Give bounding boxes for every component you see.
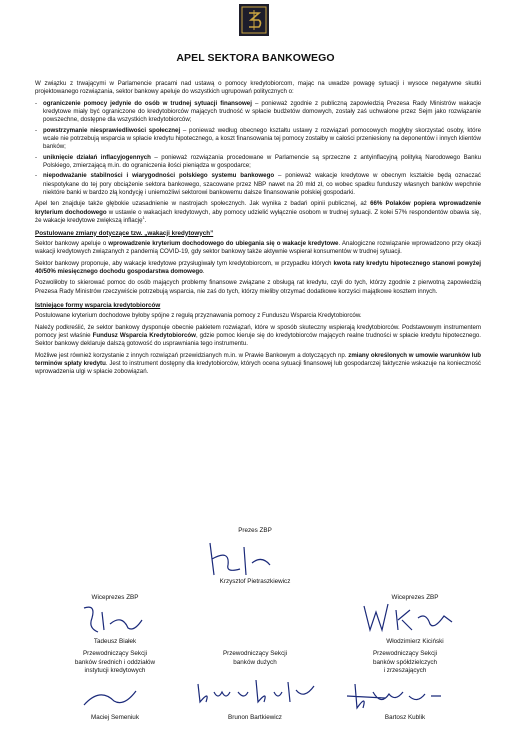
handwritten-signature	[78, 602, 148, 636]
handwritten-signature	[200, 535, 290, 577]
signature-block-chair-middle	[185, 650, 325, 667]
signatory-name: Tadeusz Białek	[93, 638, 137, 645]
paragraph: Postulowane kryterium dochodowe byłoby spójne z regułą przyznawania pomocy z Funduszu Wsparcia Kredytobiorców.	[35, 312, 362, 320]
intro-paragraph: W związku z trwającymi w Parlamencie pracami nad ustawą o pomocy kredytobiorcom, mając na uwadze powagę sytuacji i wysoce negatywne skutki projektowanego rozwiązania, sektor bankowy apeluje do wszystkich ugrupowań politycznych o:	[35, 80, 481, 96]
signatory-role-line: banków spółdzielczych	[372, 658, 438, 666]
signatory-role-line: instytucji kredytowych	[84, 667, 146, 674]
signature-block-chair-left	[45, 650, 185, 676]
list-item: - uniknięcie działań inflacyjogennych – ponieważ rozwiązania procedowane w Parlamencie są sprzeczne z antyinflacyjną polityką Narodowego Banku Polskiego, zmierzającą m.in. do ograniczenia ilości pieniądza w gospodarce;	[35, 153, 481, 170]
signatory-role-line: Przewodniczący Sekcji	[82, 650, 148, 657]
list-item: - ograniczenie pomocy jedynie do osób w trudnej sytuacji finansowej – ponieważ zgodnie z publiczną zapowiedzią Prezesa Rady Ministrów wakacje kredytowe miały być ograniczone do kredytobiorców mających trudność w spłacie budżetów domowych, zostały zaś uchwalone przez Sejm jako rozwiązanie powszechne, dostępne dla wszystkich kredytobiorców;	[35, 99, 482, 124]
handwritten-signature	[360, 600, 460, 636]
handwritten-signature	[80, 685, 140, 709]
document-body	[35, 80, 481, 380]
signatory-name: Bartosz Kublik	[384, 714, 426, 721]
list-item: - niepodważanie stabilności i wiarygodności polskiego systemu bankowego – ponieważ wakacje kredytowe w obecnym kształcie będą oznaczać niespotykane do tej pory obciążenie sektora bankowego, szacowane przez NBP nawet na 20 mld zł, co wobec spadku funduszy własnych banków wepchnie niektóre banki w bardzo złą kondycję i uniemożliwi sektorowi bankowemu dalsze finansowanie polskiej gospodarki.	[35, 172, 482, 197]
signatory-name: Brunon Bartkiewicz	[228, 714, 282, 721]
document-title: APEL SEKTORA BANKOWEGO	[176, 52, 335, 64]
signatory-name: Włodzimierz Kiciński	[386, 638, 444, 645]
signatory-role: Wiceprezes ZBP	[91, 594, 139, 601]
footnote-marker: 1	[142, 215, 145, 221]
paragraph: Pozwoliłoby to skierować pomoc do osób mających problemy finansowe związane z obsługą rat kredytu, czyli do tych, którzy zgodnie z pierwotną zapowiedzią Prezesa Rady Ministrów rzeczywiście potrzebują wsparcia, nie zaś do tych, którzy mieliby otrzymać dodatkowe korzyści majątkowe kosztem innych.	[35, 279, 481, 295]
zbp-logo-icon	[239, 4, 269, 36]
signatory-role-line: banków dużych	[233, 658, 277, 666]
paragraph: Sektor bankowy apeluje o wprowadzenie kryterium dochodowego do ubiegania się o wakacje kredytowe. Analogiczne rozwiązanie wprowadzono przy okazji wakacji kredytowych związanych z pandemią COVID-19, gdy sektor bankowy także aktywnie wspierał konsumentów w trudnej sytuacji.	[35, 239, 481, 256]
signatory-name: Maciej Semeniuk	[91, 714, 139, 721]
appeal-list	[35, 100, 481, 198]
list-item: - powstrzymanie niesprawiedliwości społecznej – ponieważ według obecnego kształtu ustawy z rozwiązań pomocowych mogłyby skorzystać osoby, które wcale nie potrzebują wsparcia w spłacie kredytu hipotecznego, a koszt finansowania tej pomocy zostałby w całości przeniesiony na deponentów i innych klientów banków;	[35, 126, 481, 151]
paragraph: Możliwe jest również korzystanie z innych rozwiązań przewidzianych m.in. w Prawie Bankowym a dotyczących np. zmiany określonych w umowie warunków lub terminów spłaty kredytu. Jest to instrument dostępny dla kredytobiorców, których ocena sytuacji finansowej lub gospodarczej faktycznie wskazuje na konieczność wprowadzenia ulgi w spłacie zobowiązań.	[35, 351, 482, 376]
signatory-role-line: Przewodniczący Sekcji	[222, 650, 288, 657]
signature-block-chair-right	[335, 650, 475, 676]
section-heading: Istniejące formy wsparcia kredytobiorców	[35, 301, 161, 309]
handwritten-signature	[192, 676, 322, 710]
paragraph: Sektor bankowy proponuje, aby wakacje kredytowe przysługiwały tym kredytobiorcom, w przypadku których kwota raty kredytu hipotecznego stanowi powyżej 40/50% miesięcznego dochodu gospodarstwa domowego.	[35, 259, 481, 275]
paragraph: Należy podkreślić, że sektor bankowy dysponuje obecnie pakietem rozwiązań, które w sposób skuteczny wspierają kredytobiorców. Podstawowym instrumentem pomocy jest właśnie Fundusz Wsparcia Kredytobiorców, gdzie pomoc kieruje się do kredytobiorców mających realne trudności w spłacie kredytu hipotecznego. Sektor bankowy deklaruje dalszą gotowość do usprawniania tego instrumentu.	[35, 323, 481, 348]
section-heading: Postulowane zmiany dotyczące tzw. „wakacji kredytowych”	[35, 229, 214, 237]
handwritten-signature	[345, 680, 445, 712]
signatory-role-line: i zrzeszających	[383, 667, 427, 674]
support-paragraph: Apel ten znajduje także głębokie uzasadnienie w nastrojach społecznych. Jak wynika z badań opinii publicznej, aż 66% Polaków popiera wprowadzenie kryterium dochodowego w ustawie o wakacjach kredytowych, aby pomocy udzielić wyłącznie osobom w trudnej sytuacji. Z kolei 57% respondentów obawia się, że wakacje kredytowe zwiększą inflację$^1$.	[35, 200, 482, 225]
signatory-role: Wiceprezes ZBP	[391, 594, 439, 601]
signatory-role-line: banków średnich i oddziałów	[74, 658, 156, 666]
signatory-name: Krzysztof Pietraszkiewicz	[219, 578, 291, 585]
signatory-role-line: Przewodniczący Sekcji	[372, 650, 438, 657]
signatory-role: Prezes ZBP	[238, 527, 272, 534]
